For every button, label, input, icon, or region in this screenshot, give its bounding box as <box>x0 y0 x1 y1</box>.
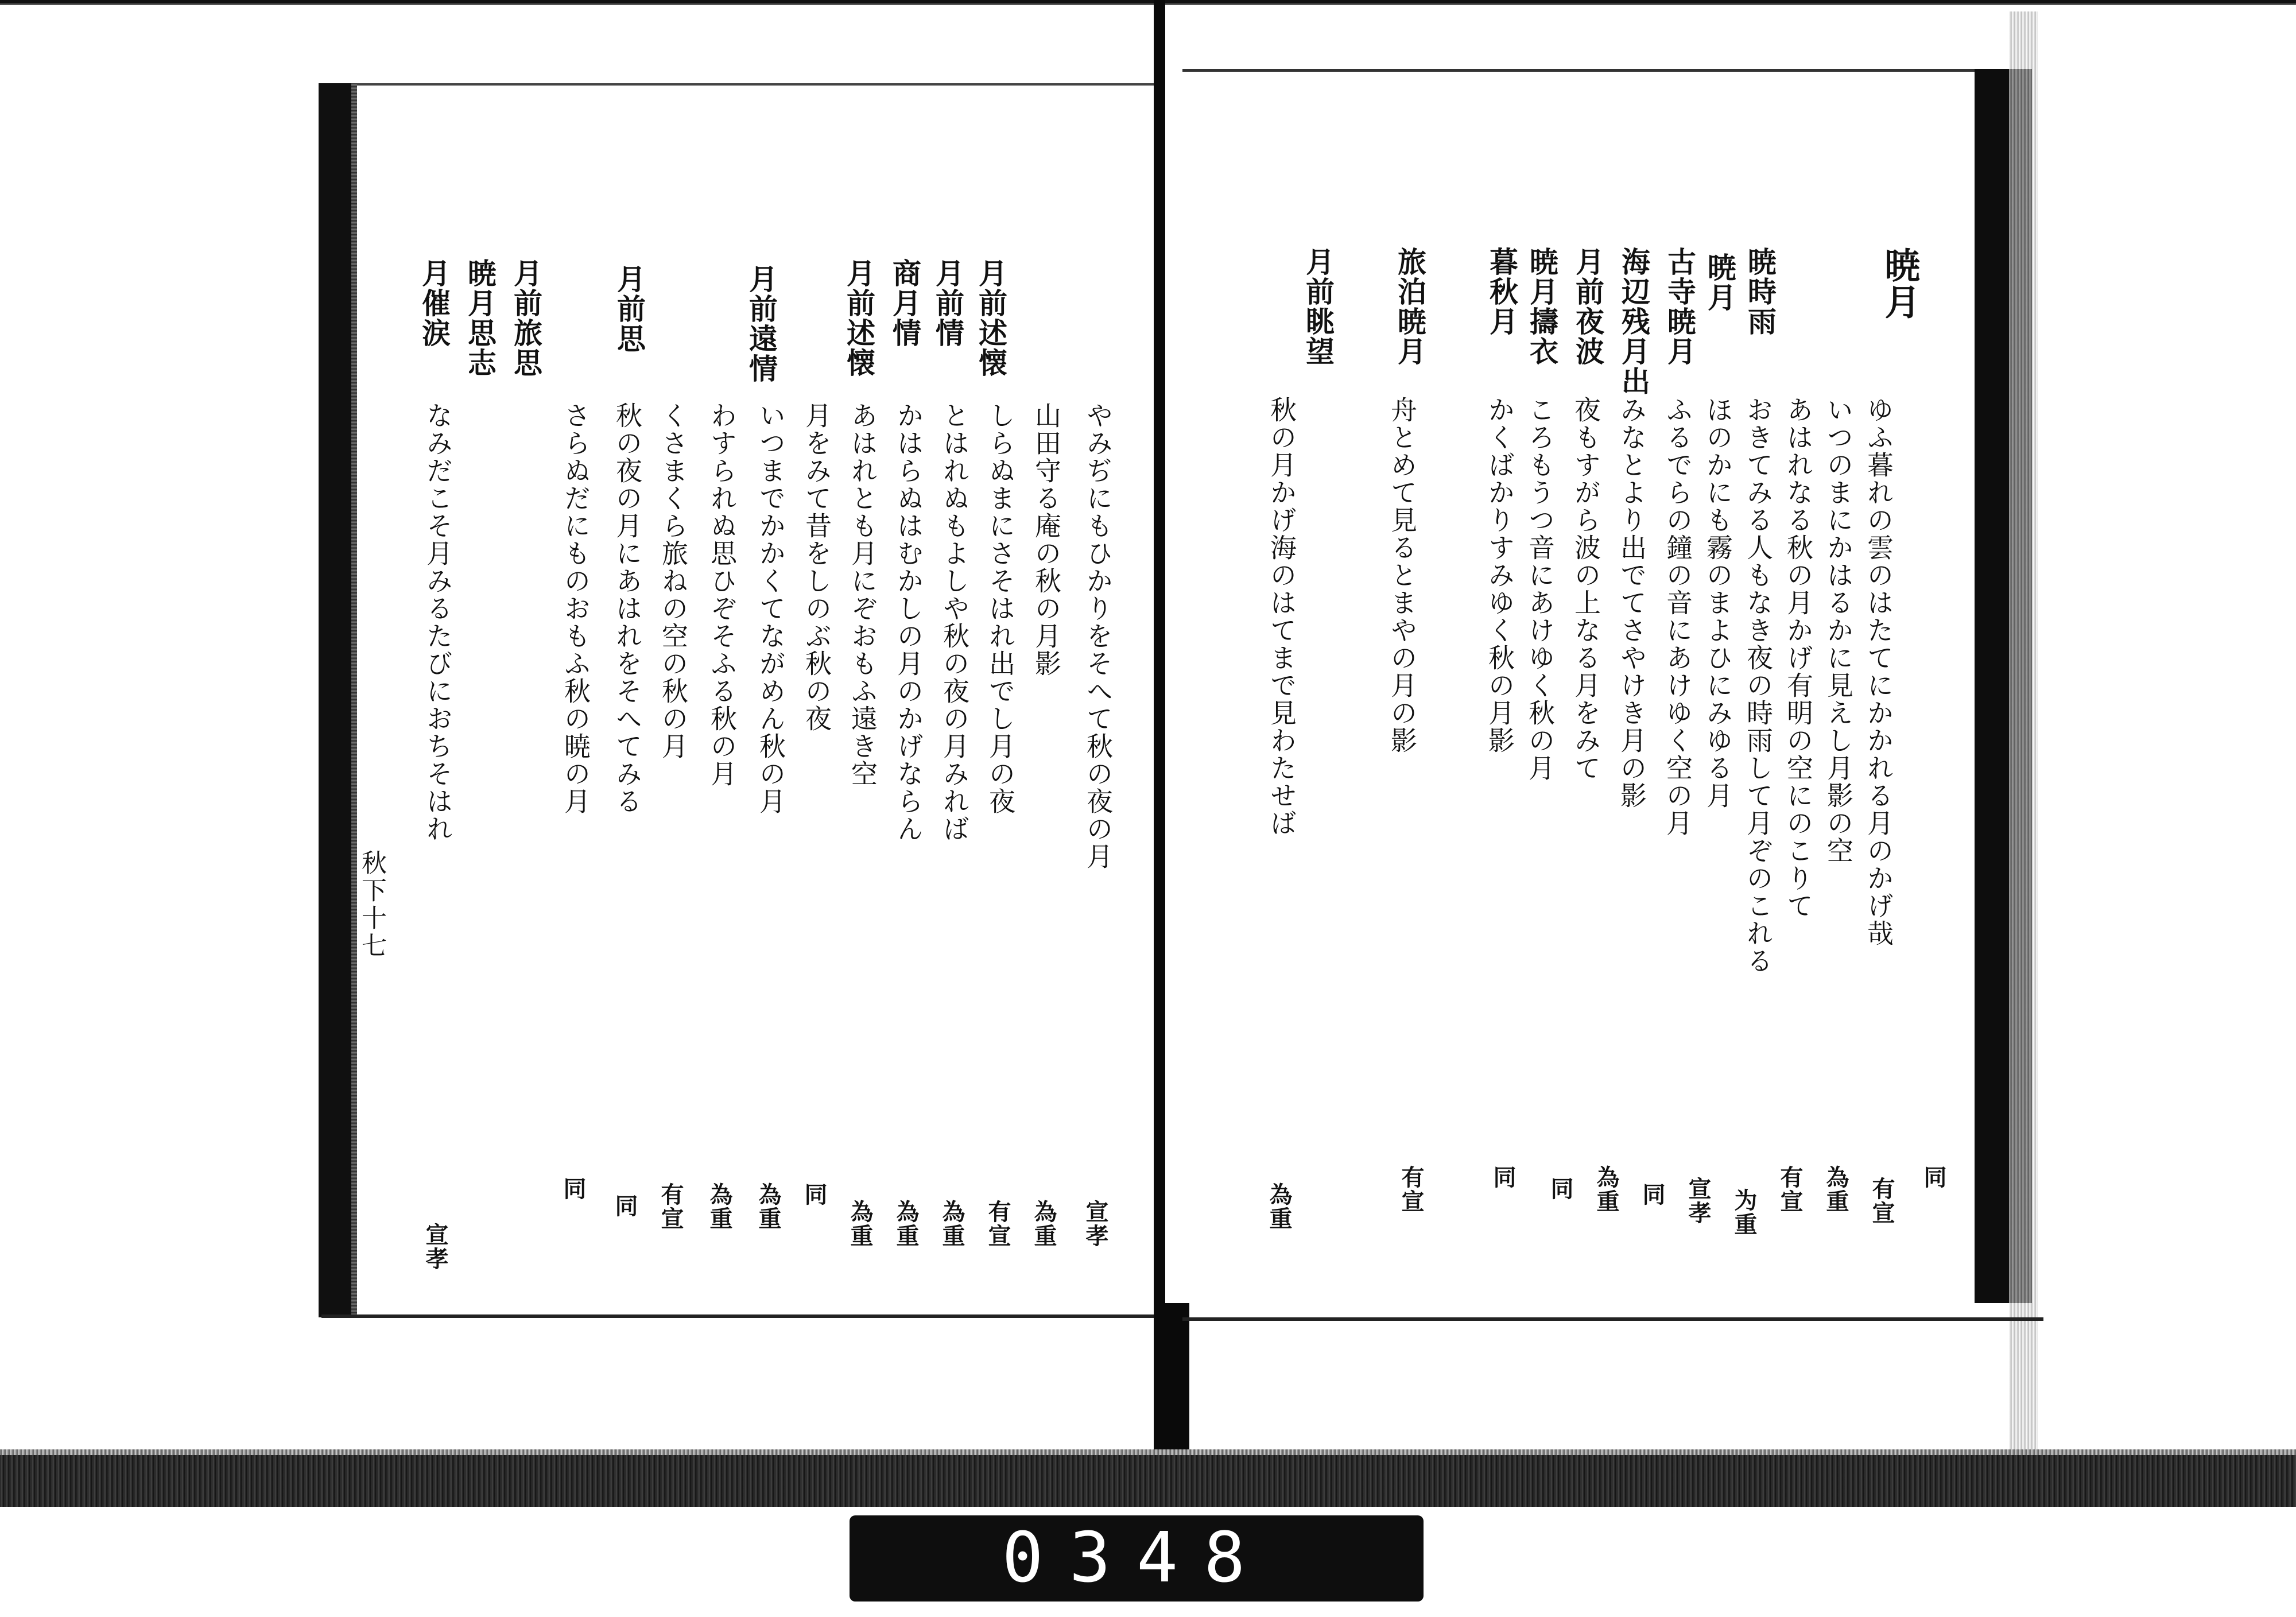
left-subject-6: 月前遠情 <box>744 264 778 383</box>
left-author-4: 為重 <box>938 1200 965 1248</box>
left-author-7: 同 <box>801 1182 828 1207</box>
right-author-6: 宣孝 <box>1685 1177 1712 1225</box>
right-poem-11: 舟とめて見るとまやの月の影 <box>1387 396 1418 754</box>
left-subject-5: 月前述懐 <box>842 258 876 378</box>
right-poem-8: 夜もすがら波の上なる月をみて <box>1570 396 1601 782</box>
left-poem-9: わすられぬ思ひぞそふる秋の月 <box>707 402 738 788</box>
left-subject-12: 暁月思志 <box>463 258 497 378</box>
left-poem-5: かはらぬはむかしの月のかげならん <box>893 402 924 843</box>
right-poem-7: みなとより出でてさやけき月の影 <box>1616 396 1647 809</box>
right-author-10: 同 <box>1490 1165 1517 1189</box>
left-poem-6: あはれとも月にぞおもふ遠き空 <box>847 402 878 788</box>
left-poem-3: しらぬまにさそはれ出でし月の夜 <box>985 402 1016 815</box>
left-poem-13: なみだこそ月みるたびにおちそはれ <box>422 402 453 843</box>
right-subject-12: 月前眺望 <box>1301 247 1335 366</box>
left-author-1: 宣孝 <box>1082 1200 1109 1248</box>
right-subject-9: 暁月擣衣 <box>1525 247 1559 366</box>
left-subject-13: 月催涙 <box>417 258 451 348</box>
bottom-scan-band <box>0 1455 2296 1507</box>
left-page-top-edge <box>321 83 1165 86</box>
right-poem-3: あはれなる秋の月かげ有明の空にのこりて <box>1783 396 1814 920</box>
right-poem-4: おきてみる人もなき夜の時雨して月ぞのこれる <box>1743 396 1774 975</box>
right-subject-7: 海辺残月出 <box>1617 247 1651 396</box>
right-subject-4: 暁時雨 <box>1743 247 1777 336</box>
left-poem-10: くさまくら旅ねの空の秋の月 <box>658 402 689 760</box>
book-spine <box>1154 0 1165 1492</box>
right-subject-10: 暮秋月 <box>1485 247 1519 336</box>
right-author-1: 同 <box>1920 1165 1947 1189</box>
left-poem-7: 月をみて昔をしのぶ秋の夜 <box>801 402 832 732</box>
frame-counter-number: 0348 <box>1002 1518 1271 1598</box>
right-author-8: 為重 <box>1593 1165 1620 1213</box>
right-poem-12: 秋の月かげ海のはてまで見わたせば <box>1266 396 1297 837</box>
right-author-5: 为重 <box>1731 1188 1758 1236</box>
right-author-12: 為重 <box>1266 1182 1293 1231</box>
left-subject-4: 商月情 <box>888 258 922 348</box>
left-poem-8: いつまでかかくてながめん秋の月 <box>755 402 786 815</box>
right-author-7: 同 <box>1639 1182 1666 1207</box>
right-poem-2: いつのまにかはるかに見えし月影の空 <box>1823 396 1854 864</box>
right-author-3: 為重 <box>1822 1165 1849 1213</box>
left-subject-1: 月前述懐 <box>974 258 1008 378</box>
left-subject-9: 月前思 <box>612 264 646 354</box>
left-poem-4: とはれぬもよしや秋の夜の月みれば <box>939 402 970 843</box>
left-subject-10: 月前旅思 <box>509 258 543 378</box>
left-author-8: 為重 <box>755 1182 782 1231</box>
right-author-4: 有宣 <box>1777 1165 1804 1213</box>
left-author-6: 為重 <box>847 1200 874 1248</box>
left-page-bottom-edge <box>321 1314 1165 1318</box>
right-subject-8: 月前夜波 <box>1571 247 1605 366</box>
right-author-2: 有宣 <box>1868 1177 1895 1225</box>
left-author-3: 有宣 <box>984 1200 1011 1248</box>
right-poem-9: ころもうつ音にあけゆく秋の月 <box>1525 396 1556 782</box>
left-page-outer-edge <box>319 83 353 1317</box>
right-author-9: 同 <box>1547 1177 1574 1201</box>
left-author-9: 為重 <box>706 1182 733 1231</box>
left-page-folio: 秋下十七 <box>357 850 386 960</box>
left-page-edge-texture <box>351 83 357 1317</box>
right-page-top-edge <box>1182 69 2015 72</box>
left-author-10: 有宣 <box>657 1182 684 1231</box>
left-author-2: 為重 <box>1030 1200 1057 1248</box>
left-poem-2: 山田守る庵の秋の月影 <box>1031 402 1062 677</box>
top-scan-border-shadow <box>0 3 2296 5</box>
right-poem-10: かくばかりすみゆく秋の月影 <box>1484 396 1515 754</box>
right-author-11: 有宣 <box>1398 1165 1425 1213</box>
right-poem-6: ふるでらの鐘の音にあけゆく空の月 <box>1662 396 1693 837</box>
left-poem-12: さらぬだにものおもふ秋の暁の月 <box>560 402 591 815</box>
left-poem-11: 秋の夜の月にあはれをそへてみる <box>612 402 643 815</box>
left-poem-1: やみぢにもひかりをそへて秋の夜の月 <box>1083 402 1114 870</box>
right-page-edge-texture <box>2009 11 2038 1464</box>
right-poem-5: ほのかにも霧のまよひにみゆる月 <box>1702 396 1733 809</box>
right-subject-5: 暁月 <box>1703 253 1737 312</box>
right-subject-11: 旅泊暁月 <box>1393 247 1427 366</box>
right-page-bottom-edge <box>1182 1317 2043 1321</box>
left-author-12: 同 <box>560 1177 587 1201</box>
left-author-5: 為重 <box>893 1200 920 1248</box>
left-subject-3: 月前情 <box>931 258 965 348</box>
left-author-13: 宣孝 <box>422 1223 449 1271</box>
left-author-11: 同 <box>611 1194 638 1218</box>
right-page-section-title: 暁月 <box>1879 247 1921 320</box>
right-poem-1: ゆふ暮れの雲のはたてにかかれる月のかげ哉 <box>1863 396 1894 947</box>
right-subject-6: 古寺暁月 <box>1663 247 1697 366</box>
